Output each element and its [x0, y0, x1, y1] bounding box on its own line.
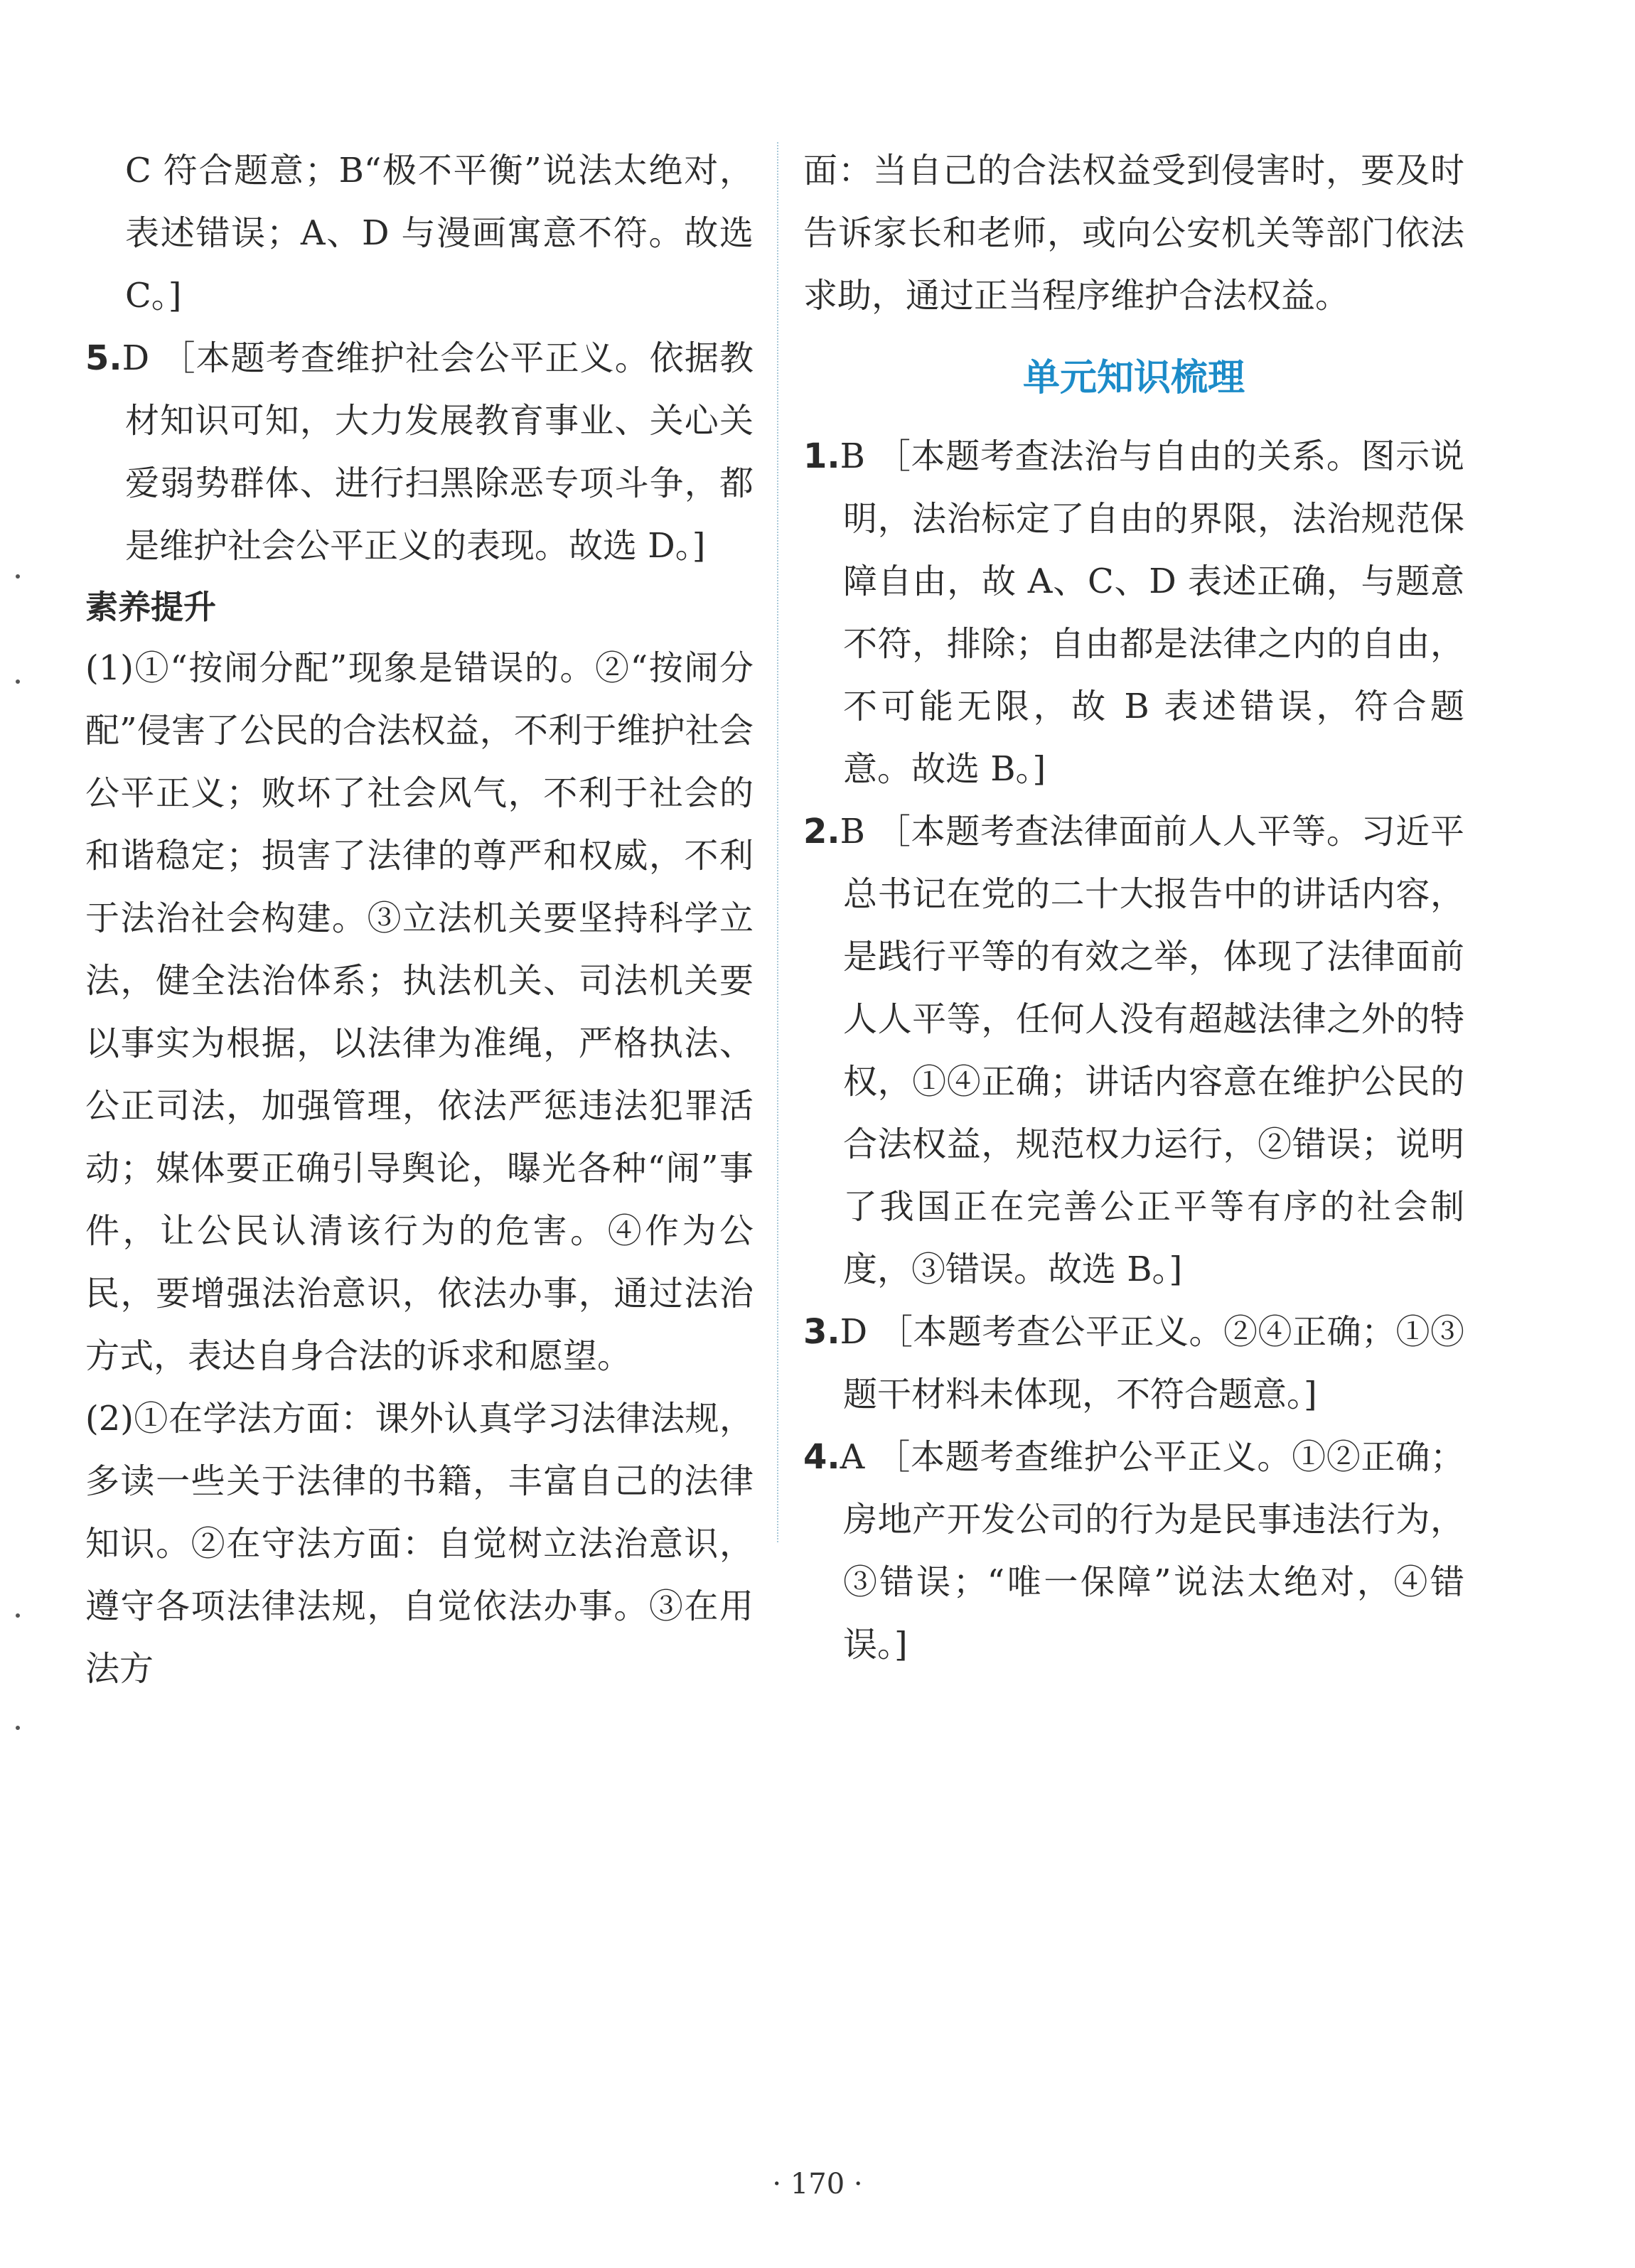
page-number: · 170 ·: [772, 2168, 863, 2200]
answer-item-3: [803, 1301, 1464, 1426]
scan-speck: [16, 1726, 20, 1730]
answer-number: 5.: [85, 338, 122, 378]
suyang-paragraph-2: (2)①在学法方面：课外认真学习法律法规，多读一些关于法律的书籍，丰富自己的法律知识。②在守法方面：自觉树立法治意识，遵守各项法律法规，自觉依法办事。③在用法方: [85, 1399, 754, 1689]
left-column: [85, 139, 754, 1700]
scan-speck: [16, 574, 20, 579]
scan-speck: [16, 679, 20, 684]
suyang-heading: 素养提升: [85, 588, 216, 626]
answer-number: 2.: [803, 812, 840, 851]
paragraph-2-continuation: 面：当自己的合法权益受到侵害时，要及时告诉家长和老师，或向公安机关等部门依法求助，通过正当程序维护合法权益。: [803, 151, 1464, 316]
answer-item-2: [803, 800, 1464, 1301]
answer-item-1: [803, 425, 1464, 800]
answer-text: A ［本题考查维护公平正义。①②正确；房地产开发公司的行为是民事违法行为，③错误；“唯一保障”说法太绝对，④错误。]: [840, 1437, 1464, 1665]
answer-item-5: [85, 327, 754, 577]
answer-number: 1.: [803, 436, 840, 476]
right-column: [803, 139, 1464, 1676]
answer-number: 4.: [803, 1437, 840, 1477]
answer-text: B ［本题考查法治与自由的关系。图示说明，法治标定了自由的界限，法治规范保障自由，故 A、C、D 表述正确，与题意不符，排除；自由都是法律之内的自由，不可能无限，故 B 表述错误，符合题意。故选 B。]: [840, 436, 1464, 789]
q4-continuation: C 符合题意；B“极不平衡”说法太绝对，表述错误；A、D 与漫画寓意不符。故选 C。]: [125, 151, 754, 316]
answer-text: B ［本题考查法律面前人人平等。习近平总书记在党的二十大报告中的讲话内容，是践行平等的有效之举，体现了法律面前人人平等，任何人没有超越法律之外的特权，①④正确；讲话内容意在维护公民的合法权益，规范权力运行，②错误；说明了我国正在完善公正平等有序的社会制度，③错误。故选 B。]: [840, 812, 1464, 1289]
scan-speck: [16, 1613, 20, 1618]
answer-number: 3.: [803, 1312, 840, 1352]
suyang-paragraph-1: (1)①“按闹分配”现象是错误的。②“按闹分配”侵害了公民的合法权益，不利于维护社会公平正义；败坏了社会风气，不利于社会的和谐稳定；损害了法律的尊严和权威，不利于法治社会构建。③立法机关要坚持科学立法，健全法治体系；执法机关、司法机关要以事实为根据，以法律为准绳，严格执法、公正司法，加强管理，依法严惩违法犯罪活动；媒体要正确引导舆论，曝光各种“闹”事件，让公民认清该行为的危害。④作为公民，要增强法治意识，依法办事，通过法治方式，表达自身合法的诉求和愿望。: [85, 648, 754, 1376]
answer-text: D ［本题考查维护社会公平正义。依据教材知识可知，大力发展教育事业、关心关爱弱势群体、进行扫黑除恶专项斗争，都是维护社会公平正义的表现。故选 D。]: [122, 338, 754, 566]
answer-text: D ［本题考查公平正义。②④正确；①③题干材料未体现，不符合题意。]: [840, 1312, 1464, 1414]
column-divider: [777, 142, 778, 1542]
answer-item-4: [803, 1426, 1464, 1676]
section-title: 单元知识梳理: [1022, 357, 1245, 399]
